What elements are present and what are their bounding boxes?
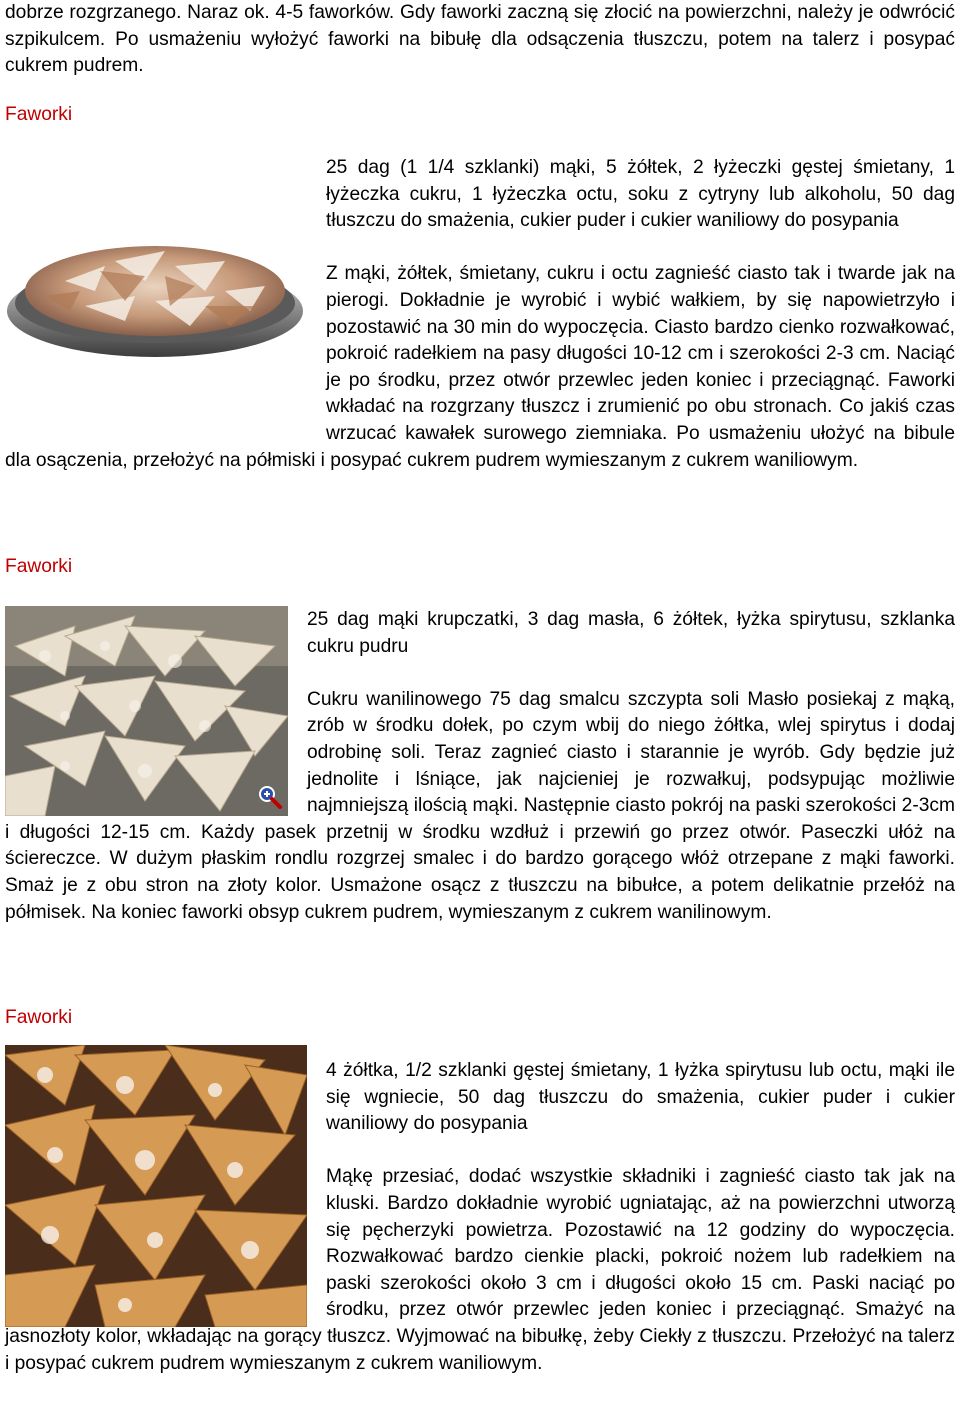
recipe-2-photo xyxy=(5,606,307,818)
intro-section xyxy=(5,0,955,80)
intro-paragraph: dobrze rozgrzanego. Naraz ok. 4-5 faworków. Gdy faworki zaczną się złocić na powierzchni, należy je odwrócić szpikulcem. Po usmażeniu wyłożyć faworki na bibułę dla odsączenia tłuszczu, potem na talerz i posypać cukrem pudrem. xyxy=(5,2,955,77)
zoom-icon[interactable] xyxy=(257,784,283,810)
faworki-plate-image xyxy=(5,211,305,371)
recipe-1-method: Z mąki, żółtek, śmietany, cukru i octu zagnieść ciasto tak i twarde jak na pierogi. Dokładnie je wyrobić i wybić wałkiem, by się napowietrzyło i pozostawić na 30 min do wypoczęcia. Ciasto bardzo cienko rozwałkować, pokroić radełkiem na pasy długości 10-12 cm i szerokości 2-3 cm. Naciąć je po środku, przez otwór przewlec jeden koniec i przeciągnąć. Faworki wkładać na rozgrzany tłuszcz i zrumienić po obu stronach. Co jakiś czas wrzucać kawałek surowego ziemniaka. Po usmażeniu ułożyć na bibule dla osączenia, przełożyć na półmiski i posypać cukrem pudrem wymieszanym z cukrem waniliowym. xyxy=(5,263,955,471)
recipe-2-ingredients: 25 dag mąki krupczatki, 3 dag masła, 6 żółtek, łyżka spirytusu, szklanka cukru pudru xyxy=(307,609,955,657)
recipe-1-title: Faworki xyxy=(5,104,73,125)
recipe-3-section xyxy=(5,1058,955,1377)
recipe-2-section xyxy=(5,607,955,926)
recipe-1-ingredients: 25 dag (1 1/4 szklanki) mąki, 5 żółtek, 2 łyżeczki gęstej śmietany, 1 łyżeczka cukru, 1 łyżeczka octu, soku z cytryny lub alkoholu, 50 dag tłuszczu do smażenia, cukier puder i cukier waniliowy do posypania xyxy=(326,157,955,232)
recipe-3-title: Faworki xyxy=(5,1007,73,1028)
recipe-1-photo xyxy=(5,211,326,428)
recipe-3-ingredients: 4 żółtka, 1/2 szklanki gęstej śmietany, 1 łyżka spirytusu lub octu, mąki ile się wgniecie, 50 dag tłuszczu do smażenia, cukier puder i cukier waniliowy do posypania xyxy=(326,1060,955,1135)
recipe-1-section xyxy=(5,155,955,474)
faworki-pile-image xyxy=(5,606,288,816)
recipe-2-title: Faworki xyxy=(5,556,73,577)
faworki-closeup-image xyxy=(5,1045,307,1327)
recipe-3-photo xyxy=(5,1045,326,1315)
recipe-2-method: Cukru wanilinowego 75 dag smalcu szczypta soli Masło posiekaj z mąką, zrób w środku dołek, po czym wbij do niego żółtka, wlej spirytus i dodaj odrobinę soli. Teraz zagnieć ciasto i starannie je wyrób. Gdy będzie już jednolite i lśniące, jak najcieniej je rozwałkuj, podsypując możliwie najmniejszą ilością mąki. Następnie ciasto pokrój na paski szerokości 2-3cm i długości 12-15 cm. Każdy pasek przetnij w środku wzdłuż i przewiń go przez otwór. Paseczki ułóż na ściereczce. W dużym płaskim rondlu rozgrzej smalec i do bardzo gorącego włóż otrzepane z mąki faworki. Smaż je z obu stron na złoty kolor. Usmażone osącz z tłuszczu na bibułce, a potem delikatnie przełóż na półmisek. Na koniec faworki obsyp cukrem pudrem, wymieszanym z cukrem wanilinowym. xyxy=(5,688,955,923)
recipe-3-method: Mąkę przesiać, dodać wszystkie składniki i zagnieść ciasto tak jak na kluski. Bardzo dokładnie wyrobić ugniatając, aż na powierzchni utworzą się pęcherzyki powietrza. Pozostawić na 12 godziny do wypoczęcia. Rozwałkować bardzo cienkie placki, pokroić nożem lub radełkiem na paski szerokości około 3 cm i długości około 15 cm. Paski naciąć po środku, przez otwór przewlec jeden koniec i przeciągnąć. Smażyć na jasnozłoty kolor, wkładając na gorący tłuszcz. Wyjmować na bibułkę, żeby Ciekły z tłuszczu. Przełożyć na talerz i posypać cukrem pudrem wymieszanym z cukrem waniliowym. xyxy=(5,1166,955,1374)
